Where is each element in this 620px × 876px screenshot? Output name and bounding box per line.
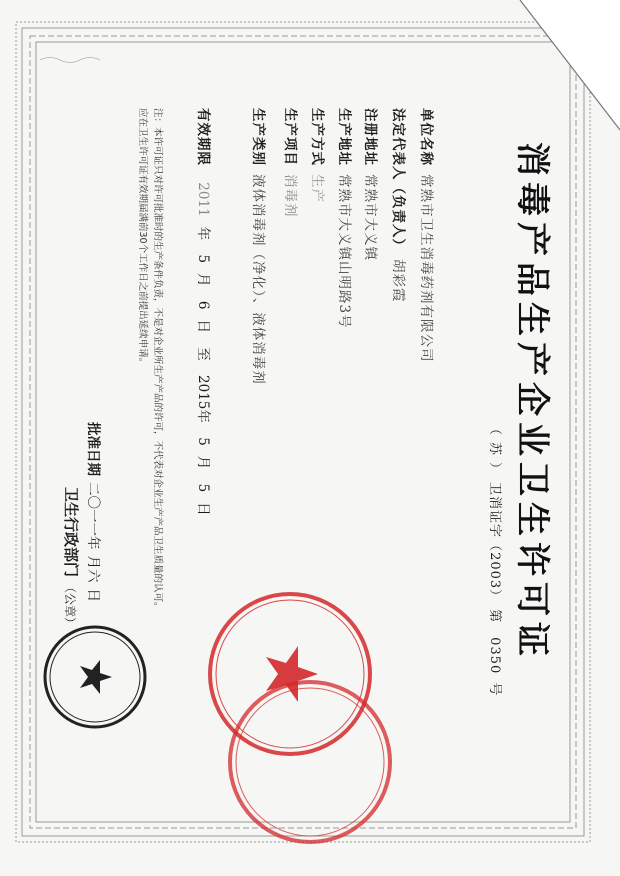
yue-char-2: 月 [195, 455, 211, 470]
zhi-char: 至 [195, 347, 211, 361]
field-production-category [250, 108, 270, 385]
nian-char: 年 [195, 226, 211, 241]
paren-close: ） [487, 462, 502, 477]
certificate-title: 消毒产品生产企业卫生许可证 [512, 142, 552, 662]
issuer-seal-note: （公章） [63, 581, 77, 630]
end-day: 5 [195, 483, 211, 493]
field-label: 法定代表人（负责人） [390, 108, 406, 253]
field-label: 生产地址 [336, 108, 352, 166]
approval-value: 二〇一一年 [85, 482, 101, 550]
note-line-2: 应在卫生许可证有效期届满前30个工作日之前提出延续申请。 [137, 108, 148, 368]
field-label: 生产类别 [250, 108, 266, 166]
red-seal-stamp [200, 584, 380, 764]
field-value: 消毒剂 [282, 174, 298, 218]
field-production-mode [309, 108, 329, 203]
approval-label: 批准日期 [85, 422, 101, 476]
start-day: 6 [195, 300, 211, 310]
code-prefix: 卫消证字 [487, 482, 502, 539]
license-serial: 0350 [487, 637, 502, 675]
field-unit-name [418, 108, 438, 363]
field-value: 胡彩霞 [390, 259, 406, 303]
field-label: 注册地址 [362, 108, 378, 166]
certificate-content [40, 62, 552, 768]
end-month: 5 [195, 437, 211, 446]
field-production-item [282, 108, 302, 218]
start-year: 2011 [195, 182, 211, 217]
approval-month: 月六 [85, 555, 101, 583]
province: 苏 [487, 442, 502, 457]
nian-char-2: 年 [195, 409, 211, 423]
field-value: 常熟市卫生消毒药剂有限公司 [418, 174, 434, 363]
field-value: 常熟市大义镇山明路3号 [336, 174, 352, 329]
certificate-note [135, 108, 165, 768]
field-production-address [336, 108, 356, 329]
field-label: 生产方式 [309, 108, 325, 166]
ri-char-2: 日 [195, 502, 211, 516]
field-value: 生产 [309, 174, 325, 203]
note-line-1: 注：本许可证只对许可批准时的生产条件负责，不是对企业所生产产品的许可，不代表对企业生产产品卫生质量的认可。 [152, 108, 163, 612]
issuer-name: 卫生行政部门 [62, 487, 80, 578]
ri-char: 日 [195, 319, 211, 333]
paren-open: （ [487, 422, 502, 437]
field-legal-rep [390, 108, 410, 303]
field-value: 液体消毒剂（净化）、液体消毒剂 [250, 174, 266, 385]
field-registered-address [362, 108, 382, 261]
di-char: 第 [487, 609, 502, 624]
field-value: 常熟市大义镇 [362, 174, 378, 261]
field-validity [195, 108, 215, 516]
approval-day: 日 [85, 588, 101, 602]
end-year: 2015 [195, 375, 211, 410]
issuing-authority [61, 487, 82, 787]
license-year: （2003） [487, 538, 502, 604]
approval-date [85, 422, 105, 782]
license-number [487, 422, 506, 768]
field-label: 有效期限 [195, 108, 211, 166]
start-month: 5 [195, 254, 211, 264]
hao-char: 号 [487, 682, 502, 697]
field-label: 生产项目 [282, 108, 298, 166]
yue-char: 月 [195, 273, 211, 287]
field-label: 单位名称 [418, 108, 434, 166]
